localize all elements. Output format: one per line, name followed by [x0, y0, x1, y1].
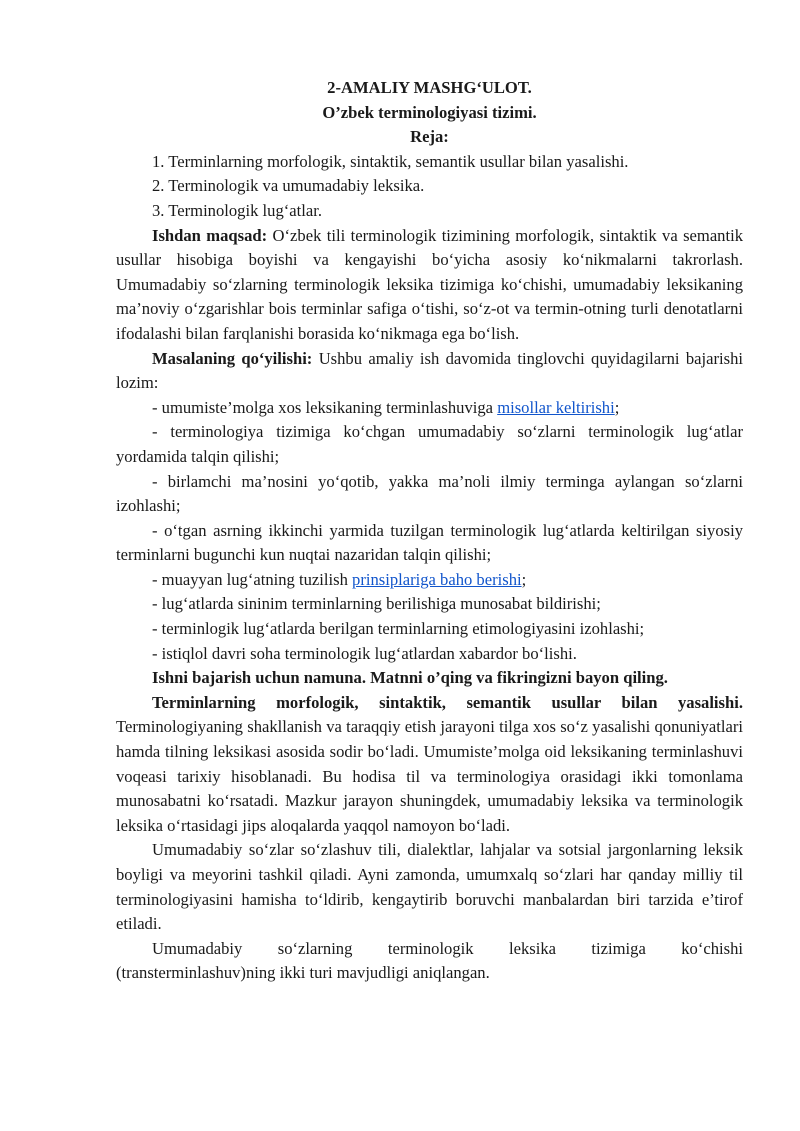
plan-item: 1. Terminlarning morfologik, sintaktik, semantik usullar bilan yasalishi.: [152, 151, 629, 171]
examples-link[interactable]: misollar keltirishi: [497, 397, 615, 417]
task-text: Ushbu amaliy ish davomida tinglovchi quyidagilarni bajarishi lozim:: [116, 348, 743, 393]
task-item: [116, 568, 743, 593]
task-item: - lug‘atlarda sininim terminlarning berilishiga munosabat bildirishi;: [152, 594, 601, 614]
task-paragraph: [116, 347, 743, 396]
document-title: 2-AMALIY MASHG‘ULOT.: [327, 78, 532, 97]
goal-paragraph: [116, 224, 743, 347]
sample-heading: [116, 666, 743, 691]
task-item-punct: ;: [614, 397, 620, 417]
task-item-text: - muayyan lug‘atning tuzilish: [152, 569, 353, 589]
task-label: Masalaning qo‘yilishi:: [152, 348, 313, 368]
plan-heading: Reja:: [410, 127, 449, 147]
section-paragraph: [116, 691, 743, 839]
task-item: - o‘tgan asrning ikkinchi yarmida tuzilgan terminologik lug‘atlarda keltirilgan siyosiy terminlarni bugunchi kun nuqtai nazaridan talqin qilishi;: [116, 520, 743, 565]
task-item: - terminologiya tizimiga ko‘chgan umumadabiy so‘zlarni terminologik lug‘atlar yordamida talqin qilishi;: [116, 422, 743, 466]
body-paragraph-2: Umumadabiy so‘zlar so‘zlashuv tili, dialektlar, lahjalar va sotsial jargonlarning leksik boyligi va meyorini tashkil qiladi. Ayni zamonda, umumxalq so‘zlari har qanday milliy til terminologiyasini hamisha to‘ldirib, kengaytirib boruvchi manbalardan biri tarzida e’tirof etiladi.: [116, 840, 743, 934]
document-page: [116, 76, 743, 986]
goal-text: O‘zbek tili terminologik tizimining morfologik, sintaktik va semantik usullar hisobiga boyishi va kengayishi bo‘yicha asosiy ko‘nikmalarni takrorlash. Umumadabiy so‘zlarning terminologik leksika tizimiga ko‘chishi, umumadabiy leksikaning ma’noviy o‘zgarishlar bois terminlar safiga o‘tishi, so‘z-ot va termin-otning turli denotatlarni ifodalashi bilan farqlanishi borasida ko‘nikmaga ega bo‘lish.: [116, 225, 743, 343]
plan-item: 3. Terminologik lug‘atlar.: [152, 200, 322, 220]
goal-label: Ishdan maqsad:: [152, 225, 268, 245]
body-paragraph-3: Umumadabiy so‘zlarning terminologik leksika tizimiga ko‘chishi (transterminlashuv)ning ikki turi mavjudligi aniqlangan.: [116, 938, 743, 983]
section-text: Terminologiyaning shakllanish va taraqqiy etish jarayoni tilga xos so‘z yasalishi qonuniyatlari hamda tilning leksikasi asosida sodir bo‘ladi. Umumiste’molga oid leksikaning terminlashuvi voqeasi tarixiy hisoblanadi. Bu hodisa til va terminologiya orasidagi ikki tomonlama munosabatni ko‘rsatadi. Mazkur jarayon shuningdek, umumadabiy leksika va terminologik leksika o‘rtasidagi jips aloqalarda yaqqol namoyon bo‘ladi.: [116, 717, 743, 835]
section-heading: Terminlarning morfologik, sintaktik, semantik usullar bilan yasalishi.: [152, 692, 743, 712]
document-subtitle: O’zbek terminologiyasi tizimi.: [322, 102, 537, 122]
task-item: - birlamchi ma’nosini yo‘qotib, yakka ma’noli ilmiy terminga aylangan so‘zlarni izohlashi;: [116, 471, 743, 516]
task-item: - terminlogik lug‘atlarda berilgan terminlarning etimologiyasini izohlashi;: [152, 619, 645, 639]
sample-heading-text: Ishni bajarish uchun namuna. Matnni o’qing va fikringizni bayon qiling.: [152, 668, 668, 688]
task-item-text: - umumiste’molga xos leksikaning terminlashuviga: [152, 397, 498, 417]
task-item: [116, 396, 743, 421]
task-item: - istiqlol davri soha terminologik lug‘atlardan xabardor bo‘lishi.: [152, 643, 577, 663]
plan-item: 2. Terminologik va umumadabiy leksika.: [152, 176, 425, 196]
principles-link[interactable]: prinsiplariga baho berishi: [352, 569, 522, 589]
task-item-punct: ;: [521, 569, 527, 589]
